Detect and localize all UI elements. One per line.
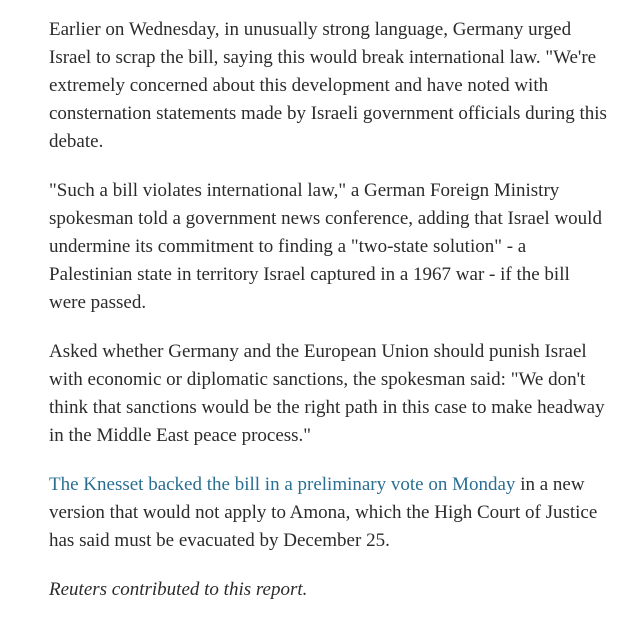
reuters-credit: Reuters contributed to this report. [49, 579, 308, 600]
article-body [49, 16, 609, 625]
knesset-vote-text: in a new version that would not apply to Amona, which the High Court of Justice has said must be evacuated by December 25. [49, 474, 598, 551]
knesset-vote-link[interactable]: The Knesset backed the bill in a preliminary vote on Monday [49, 474, 516, 495]
paragraph-germany-urges: Earlier on Wednesday, in unusually strong language, Germany urged Israel to scrap the bill, saying this would break international law. "We're extremely concerned about this development and have noted with consternation statements made by Israeli government officials during this debate. [49, 19, 607, 152]
paragraph-sanctions: Asked whether Germany and the European Union should punish Israel with economic or diplomatic sanctions, the spokesman said: "We don't think that sanctions would be the right path in this case to make headway in the Middle East peace process." [49, 341, 605, 446]
paragraph-foreign-ministry: "Such a bill violates international law," a German Foreign Ministry spokesman told a government news conference, adding that Israel would undermine its commitment to finding a "two-state solution" - a Palestinian state in territory Israel captured in a 1967 war - if the bill were passed. [49, 180, 602, 313]
paragraph-knesset-vote [49, 471, 609, 555]
